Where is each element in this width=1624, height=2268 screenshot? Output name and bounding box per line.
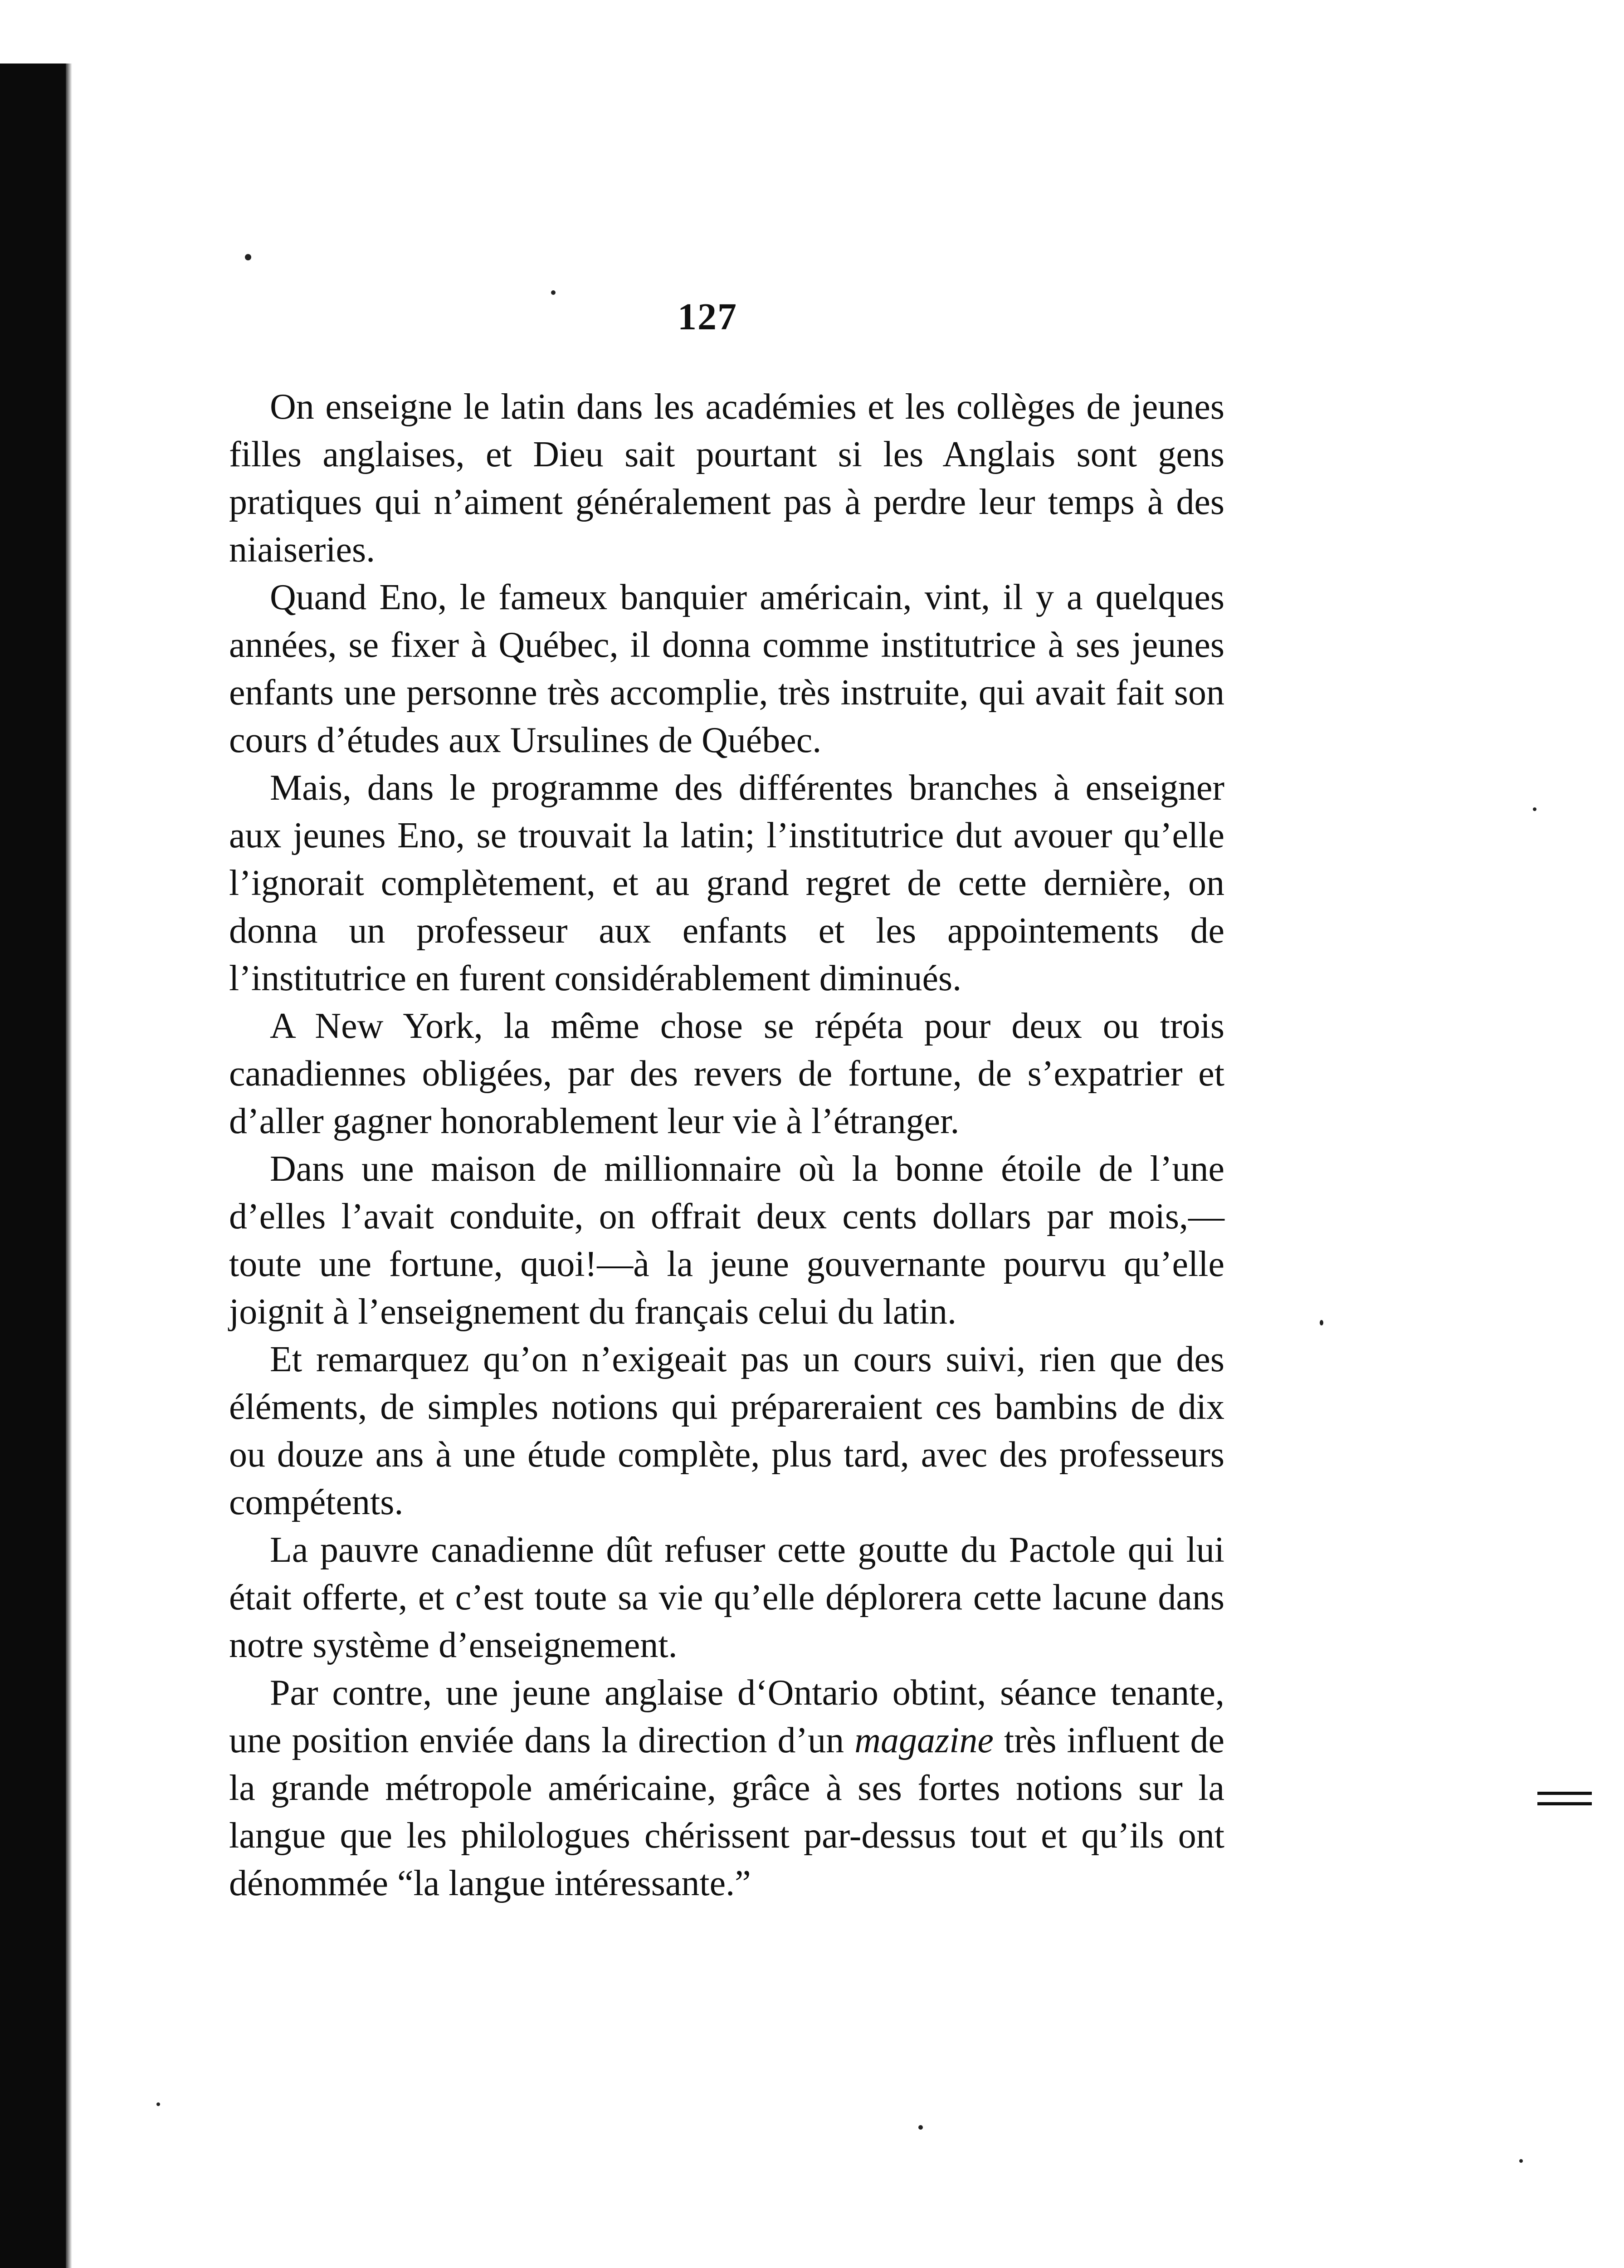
margin-mark (1537, 1792, 1592, 1810)
paragraph-text: très influent de la grande métropole américaine, grâce à ses fortes notions sur la langue que les philologues chérissent par-dessus tout et qu’ils ont dénommée “la langue intéressante.” (229, 1721, 1224, 1903)
paragraph: A New York, la même chose se répéta pour deux ou trois canadiennes obligées, par des revers de fortune, de s’expatrier et d’aller gagner honorablement leur vie à l’étranger. (229, 1006, 1224, 1141)
scan-speck (1519, 2159, 1523, 2163)
scan-speck (551, 290, 556, 295)
paragraph: La pauvre canadienne dût refuser cette goutte du Pactole qui lui était offerte, et c’est toute sa vie qu’elle déplorera cette lacune dans notre système d’enseignement. (229, 1530, 1224, 1665)
scan-speck (1533, 807, 1536, 811)
paragraph-text: Par contre, une jeune anglaise d‘Ontario obtint, séance tenante, une position enviée dans la direction d’un (229, 1673, 1224, 1760)
body-text (229, 383, 1224, 1907)
scan-speck (1320, 1320, 1323, 1325)
scan-speck (245, 254, 251, 260)
paragraph: Dans une maison de millionnaire où la bonne étoile de l’une d’elles l’avait conduite, on offrait deux cents dollars par mois,—toute une fortune, quoi!—à la jeune gouvernante pourvu qu’elle joignit à l’enseignement du français celui du latin. (229, 1149, 1224, 1332)
paragraph (229, 1669, 1224, 1907)
scan-speck (918, 2125, 923, 2130)
paragraph: Et remarquez qu’on n’exigeait pas un cours suivi, rien que des éléments, de simples notions qui prépareraient ces bambins de dix ou douze ans à une étude complète, plus tard, avec des professeurs compétents. (229, 1339, 1224, 1522)
paragraph: Mais, dans le programme des différentes branches à enseigner aux jeunes Eno, se trouvait la latin; l’institutrice dut avouer qu’elle l’ignorait complètement, et au grand regret de cette dernière, on donna un professeur aux enfants et les appointements de l’institutrice en furent considérablement diminués. (229, 768, 1224, 998)
paragraph: On enseigne le latin dans les académies et les collèges de jeunes filles anglaises, et Dieu sait pourtant si les Anglais sont gens pratiques qui n’aiment généralement pas à perdre leur temps à des niaiseries. (229, 387, 1224, 570)
book-spine-edge (66, 64, 72, 2268)
page-number: 127 (678, 296, 737, 338)
italic-word: magazine (854, 1721, 994, 1760)
scan-speck (156, 2102, 160, 2106)
paragraph: Quand Eno, le fameux banquier américain, vint, il y a quelques années, se fixer à Québec, il donna comme institutrice à ses jeunes enfants une personne très accomplie, très instruite, qui avait fait son cours d’études aux Ursulines de Québec. (229, 577, 1224, 760)
book-spine-shadow (0, 64, 66, 2268)
